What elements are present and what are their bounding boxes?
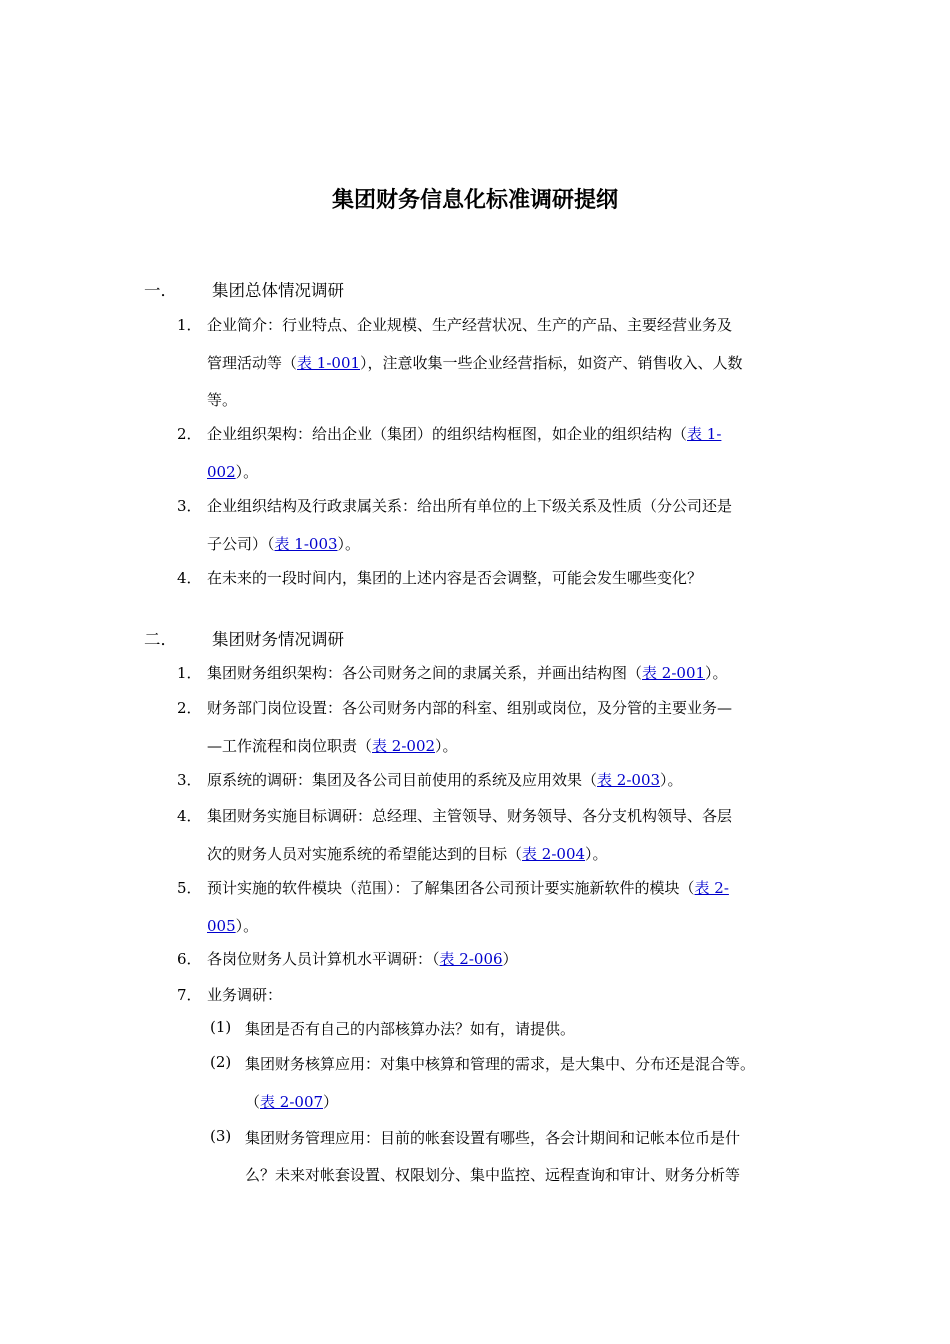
- table-link[interactable]: 表 2-003: [597, 771, 661, 789]
- text: 子公司）（: [207, 535, 275, 553]
- text: ）。: [337, 535, 361, 553]
- item-text-line: [207, 389, 237, 410]
- table-link[interactable]: 表 2-004: [522, 845, 586, 863]
- item-number: 1．: [177, 316, 202, 334]
- table-link[interactable]: 表 1-: [687, 425, 722, 443]
- item-number: 2．: [177, 425, 202, 443]
- item-text-line: [207, 533, 360, 554]
- subitem-text-line: [245, 1053, 755, 1074]
- text: 等。: [207, 391, 238, 409]
- item-text-line: [207, 495, 732, 516]
- item-number: 5．: [177, 879, 202, 897]
- subitem-text-line: [245, 1164, 740, 1185]
- item-number: 3．: [177, 497, 202, 515]
- text: 在未来的一段时间内，集团的上述内容是否会调整，可能会发生哪些变化？: [207, 569, 703, 587]
- item-text-line: [207, 805, 732, 826]
- subitem-text-line: [245, 1018, 575, 1039]
- text: ），注意收集一些企业经营指标，如资产、销售收入、人数: [360, 354, 743, 372]
- table-link[interactable]: 表 1-001: [297, 354, 361, 372]
- table-link[interactable]: 005: [207, 917, 236, 935]
- item-text-line: [207, 915, 258, 936]
- item-number: 3．: [177, 771, 202, 789]
- text: 集团财务管理应用：目前的帐套设置有哪些，各会计期间和记帐本位币是什: [245, 1129, 741, 1147]
- item-text-line: [207, 662, 728, 683]
- text: 各岗位财务人员计算机水平调研：（: [207, 950, 440, 968]
- text: 财务部门岗位设置：各公司财务内部的科室、组别或岗位，及分管的主要业务—: [207, 699, 733, 717]
- text: ）。: [235, 917, 259, 935]
- item-number: 2．: [177, 699, 202, 717]
- subitem-number: (1): [210, 1018, 232, 1036]
- text: ）。: [235, 463, 259, 481]
- item-text-line: [207, 769, 683, 790]
- text: ）: [323, 1093, 339, 1111]
- table-link[interactable]: 表 2-002: [372, 737, 436, 755]
- text: 企业组织结构及行政隶属关系：给出所有单位的上下级关系及性质（分公司还是: [207, 497, 733, 515]
- item-text-line: [207, 461, 258, 482]
- subitem-number: (2): [210, 1053, 232, 1071]
- item-text-line: [207, 697, 732, 718]
- text: ）。: [705, 664, 728, 682]
- text: 集团财务组织架构：各公司财务之间的隶属关系，并画出结构图（: [207, 664, 643, 682]
- table-link[interactable]: 表 1-003: [274, 535, 338, 553]
- text: ）。: [660, 771, 683, 789]
- item-number: 4．: [177, 807, 202, 825]
- item-text-line: [207, 314, 732, 335]
- section-number: 二．: [144, 630, 177, 649]
- text: 集团是否有自己的内部核算办法？如有，请提供。: [245, 1020, 576, 1038]
- item-text-line: [207, 735, 458, 756]
- item-text-line: [207, 948, 518, 969]
- table-link[interactable]: 002: [207, 463, 236, 481]
- item-text-line: [207, 567, 702, 588]
- text: 原系统的调研：集团及各公司目前使用的系统及应用效果（: [207, 771, 598, 789]
- document-title: 集团财务信息化标准调研提纲: [331, 188, 618, 213]
- text: 么？未来对帐套设置、权限划分、集中监控、远程查询和审计、财务分析等: [245, 1166, 741, 1184]
- section-title: 集团总体情况调研: [212, 281, 344, 300]
- text: 管理活动等（: [207, 354, 298, 372]
- text: ）。: [435, 737, 458, 755]
- item-text-line: [207, 877, 729, 898]
- text: ）。: [585, 845, 608, 863]
- item-text-line: [207, 423, 721, 444]
- text: 企业组织架构：给出企业（集团）的组织结构框图，如企业的组织结构（: [207, 425, 688, 443]
- item-number: 6．: [177, 950, 202, 968]
- text: 企业简介：行业特点、企业规模、生产经营状况、生产的产品、主要经营业务及: [207, 316, 733, 334]
- item-text-line: [207, 843, 608, 864]
- section-title: 集团财务情况调研: [212, 630, 344, 649]
- table-link[interactable]: 表 2-007: [260, 1093, 324, 1111]
- table-link[interactable]: 表 2-006: [439, 950, 503, 968]
- text: 集团财务实施目标调研：总经理、主管领导、财务领导、各分支机构领导、各层: [207, 807, 733, 825]
- subitem-text-line: [245, 1127, 740, 1148]
- table-link[interactable]: 表 2-001: [642, 664, 706, 682]
- text: 集团财务核算应用：对集中核算和管理的需求，是大集中、分布还是混合等。: [245, 1055, 756, 1073]
- text: —工作流程和岗位职责（: [207, 737, 373, 755]
- section-number: 一．: [144, 281, 177, 300]
- item-text-line: [207, 352, 743, 373]
- text: ）: [502, 950, 518, 968]
- item-number: 7．: [177, 986, 202, 1004]
- subitem-text-line: [245, 1091, 338, 1112]
- text: （: [245, 1093, 261, 1111]
- subitem-number: (3): [210, 1127, 232, 1145]
- table-link[interactable]: 表 2-: [694, 879, 729, 897]
- item-number: 4．: [177, 569, 202, 587]
- item-text-line: [207, 984, 282, 1005]
- text: 业务调研：: [207, 986, 283, 1004]
- item-number: 1．: [177, 664, 202, 682]
- text: 预计实施的软件模块（范围）：了解集团各公司预计要实施新软件的模块（: [207, 879, 695, 897]
- text: 次的财务人员对实施系统的希望能达到的目标（: [207, 845, 523, 863]
